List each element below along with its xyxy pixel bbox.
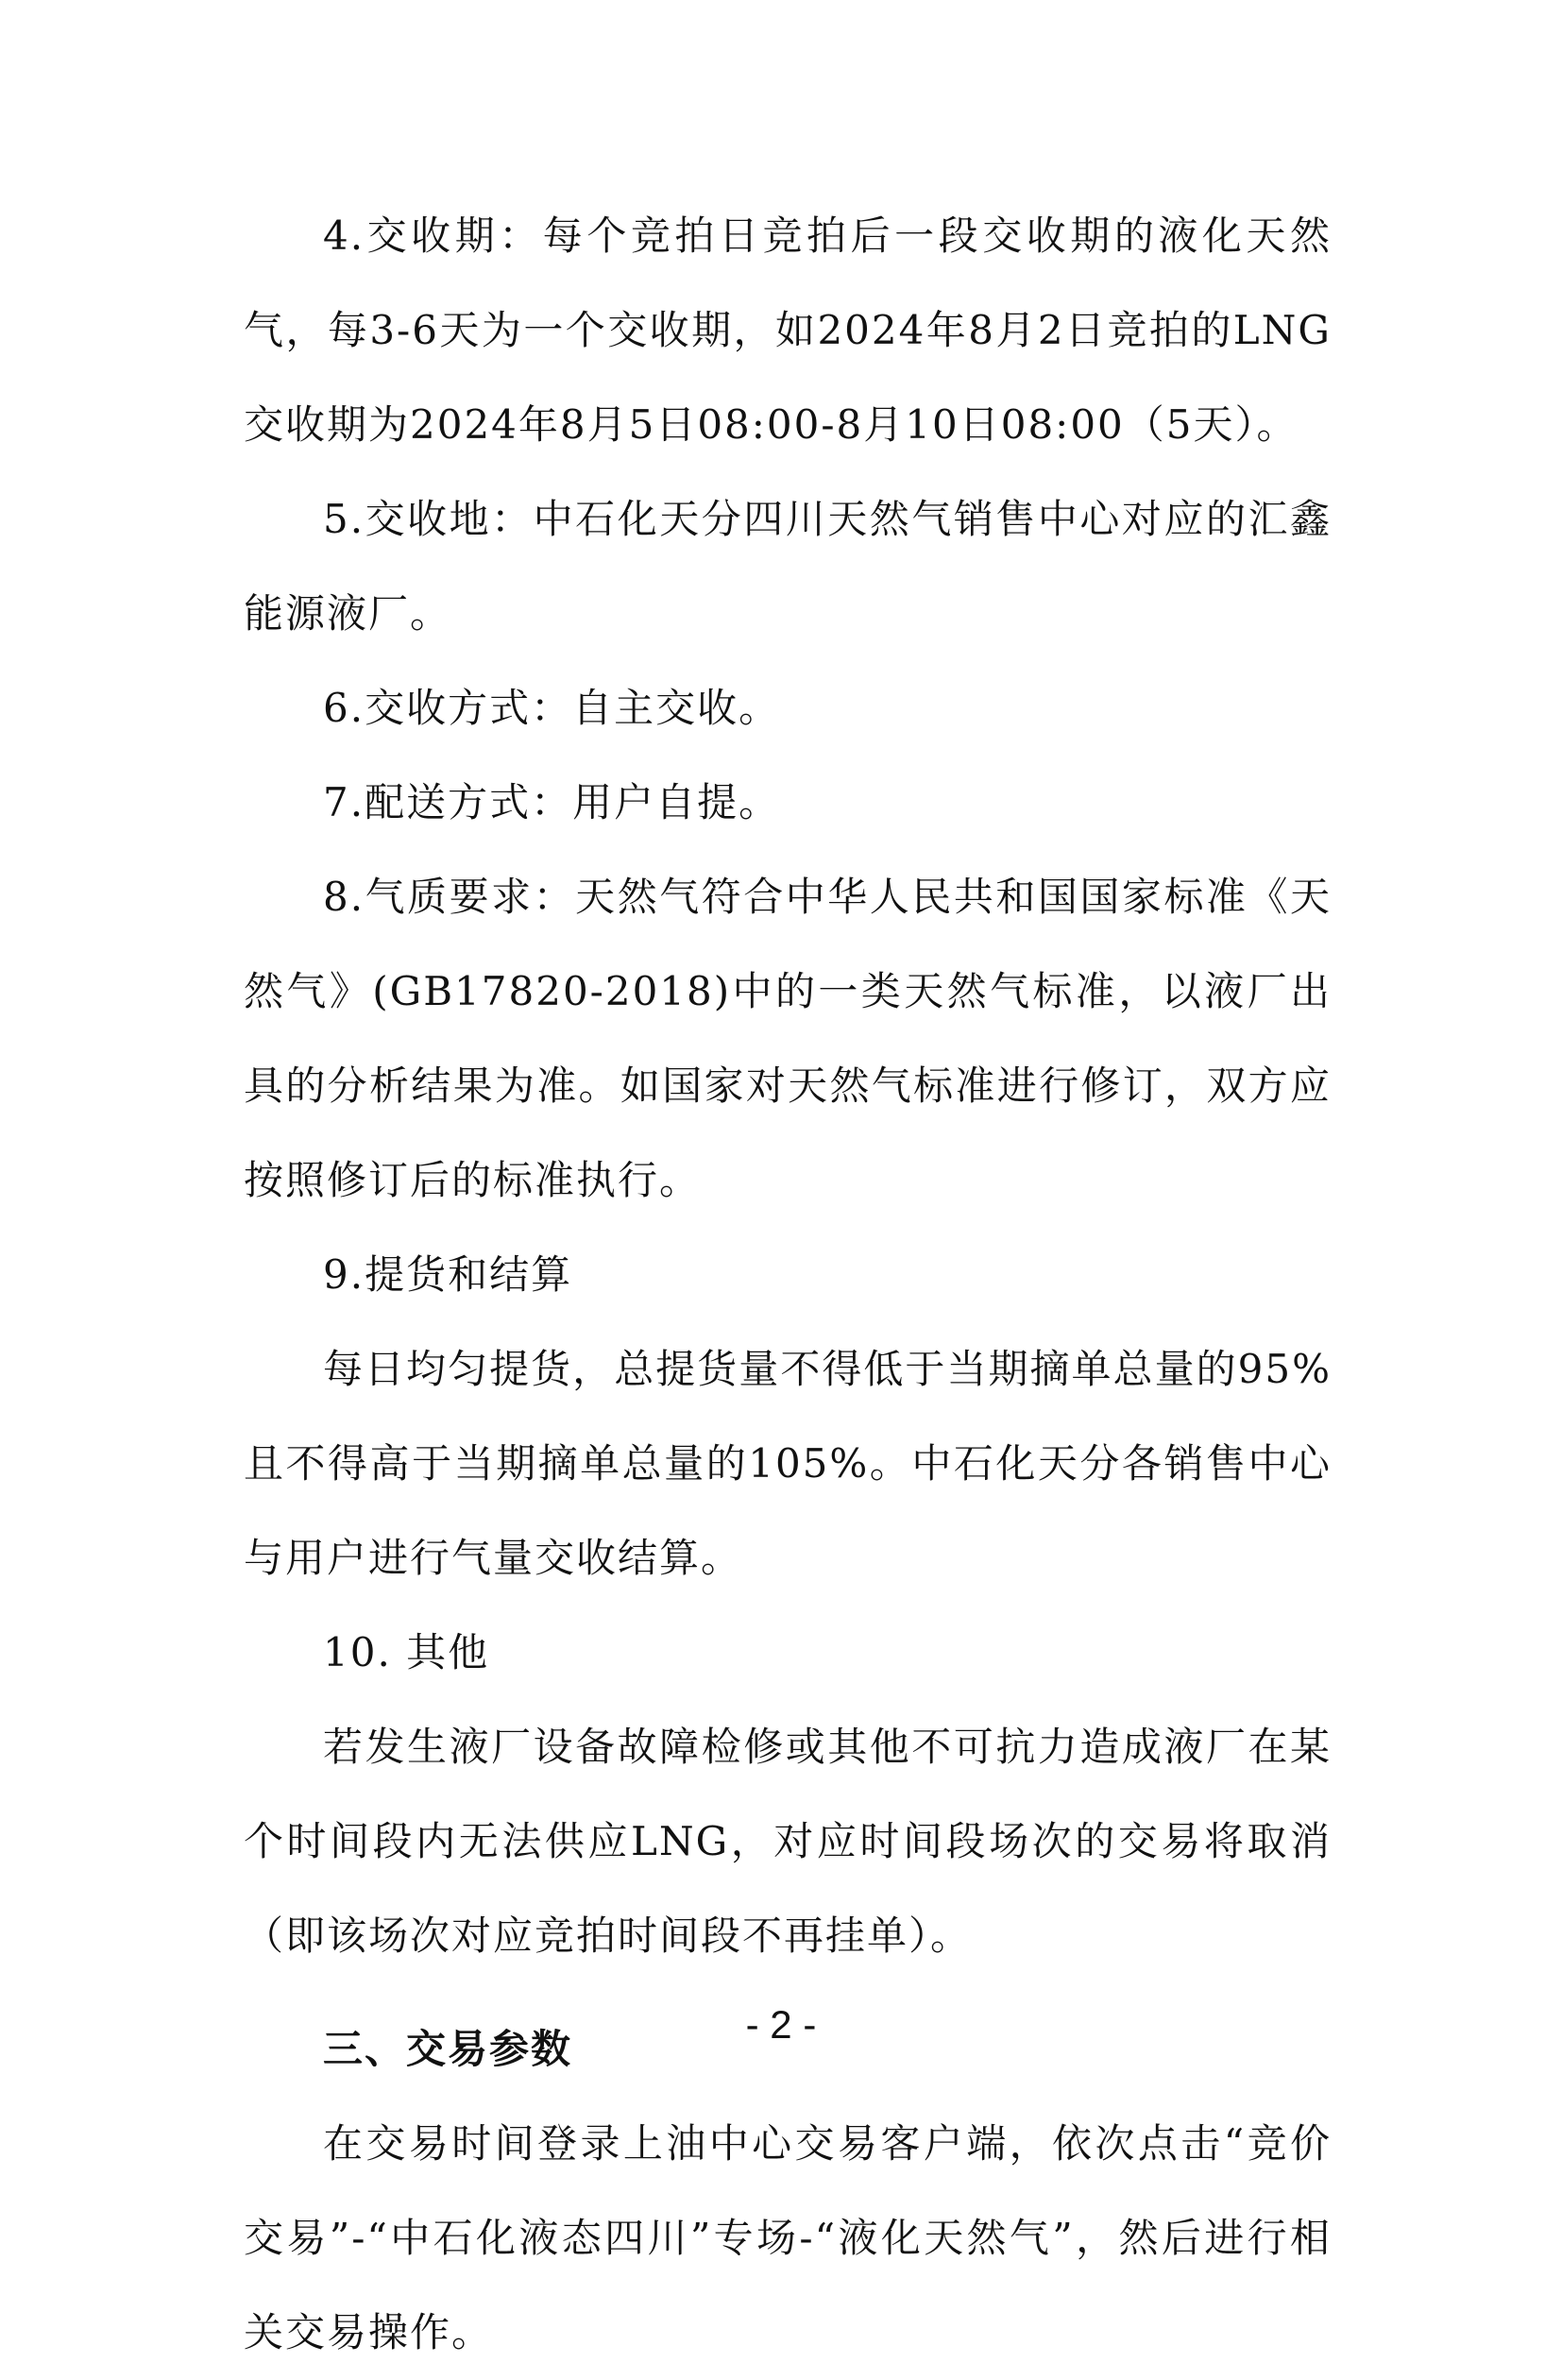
paragraph-distribution-method: 7.配送方式：用户自提。 [323, 779, 781, 825]
paragraph-pickup-settlement-body: 每日均匀提货，总提货量不得低于当期摘单总量的95%且不得高于当期摘单总量的105%。中石化天分各销售中心与用户进行气量交收结算。 [244, 1346, 1332, 1581]
paragraph-delivery-period: 4.交收期：每个竞拍日竞拍后一段交收期的液化天然气，每3-6天为一个交收期，如2024年8月2日竞拍的LNG交收期为2024年8月5日08:00-8月10日08:00（5天）。 [244, 212, 1332, 448]
document-body [244, 189, 1332, 2380]
paragraph-other-body: 若发生液厂设备故障检修或其他不可抗力造成液厂在某个时间段内无法供应LNG，对应时间段场次的交易将取消（即该场次对应竞拍时间段不再挂单）。 [244, 1724, 1332, 1959]
section-heading-trading-parameters: 三、交易参数 [323, 2026, 573, 2072]
paragraph-delivery-location: 5.交收地：中石化天分四川天然气销售中心对应的汇鑫能源液厂。 [244, 496, 1332, 637]
paragraph-delivery-method: 6.交收方式：自主交收。 [323, 685, 781, 731]
paragraph-gas-quality: 8.气质要求：天然气符合中华人民共和国国家标准《天然气》(GB17820-2018)中的一类天然气标准，以液厂出具的分析结果为准。如国家对天然气标准进行修订，双方应按照修订后的标准执行。 [244, 874, 1332, 1203]
paragraph-pickup-settlement-title: 9.提货和结算 [323, 1251, 573, 1298]
paragraph-other-title: 10. 其他 [323, 1629, 490, 1675]
paragraph-trading-parameters: 在交易时间登录上油中心交易客户端，依次点击“竞价交易”-“中石化液态四川”专场-“液化天然气”，然后进行相关交易操作。 [244, 2120, 1332, 2355]
page-number: - 2 - [745, 2002, 817, 2047]
